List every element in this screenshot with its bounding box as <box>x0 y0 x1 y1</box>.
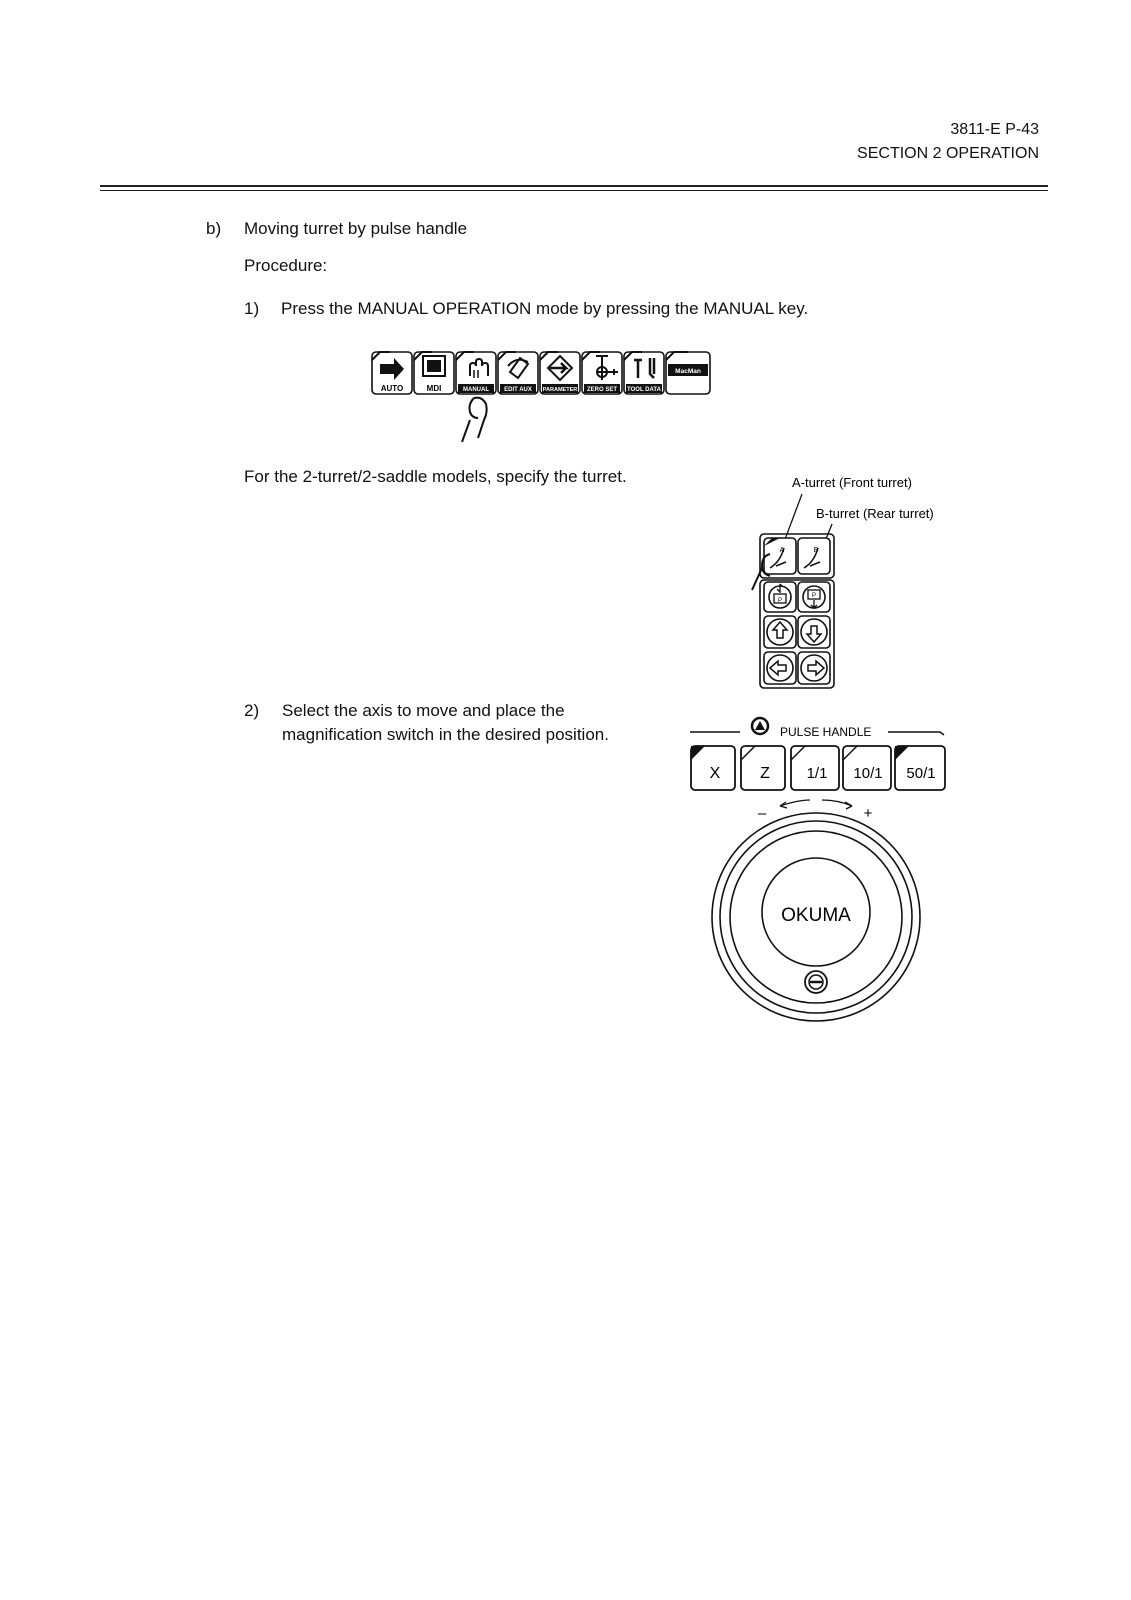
p-letter: P <box>811 593 817 599</box>
magnification-key-label: 50/1 <box>906 765 936 782</box>
mode-key-label: ZERO SET <box>586 387 618 393</box>
b-turret-label: B-turret (Rear turret) <box>816 506 934 521</box>
mode-key-mdi[interactable] <box>414 352 454 394</box>
mode-key-zero-set[interactable] <box>582 352 622 394</box>
turret-note: For the 2-turret/2-saddle models, specify the turret. <box>244 467 627 486</box>
header-rule <box>100 185 1048 187</box>
a-turret-key[interactable] <box>764 538 796 574</box>
magnification-key-50-1[interactable] <box>895 746 945 790</box>
p-down-key[interactable] <box>798 582 830 612</box>
mode-key-parameter[interactable] <box>540 352 580 394</box>
step-2-marker: 2) <box>244 701 260 720</box>
mode-key-label: MacMan <box>675 368 701 375</box>
pulse-handle-panel <box>688 712 958 1032</box>
header-rule-thin <box>100 190 1048 191</box>
p-up-key[interactable] <box>764 582 796 612</box>
step-b-title: Moving turret by pulse handle <box>244 219 468 238</box>
brand-label: OKUMA <box>781 905 851 926</box>
pulse-handle-icon <box>752 718 768 734</box>
magnification-key-label: 1/1 <box>806 765 828 782</box>
step-2-line1: Select the axis to move and place the <box>282 701 565 720</box>
axis-key-label: X <box>709 765 721 782</box>
page-code: 3811-E P-43 <box>950 121 1039 138</box>
pulse-handwheel[interactable] <box>712 813 920 1021</box>
cursor-down-key[interactable] <box>798 616 830 648</box>
step-b-marker: b) <box>206 219 222 238</box>
axis-key-label: Z <box>760 765 770 782</box>
mode-key-manual[interactable] <box>456 352 496 394</box>
plus-sign: + <box>863 805 873 822</box>
cursor-left-key[interactable] <box>764 652 796 684</box>
b-turret-key[interactable] <box>798 538 830 574</box>
mode-key-edit-aux[interactable] <box>498 352 538 394</box>
mdi-screen-icon <box>423 356 445 376</box>
minus-sign: – <box>757 805 767 822</box>
cursor-right-key[interactable] <box>798 652 830 684</box>
magnification-key-label: 10/1 <box>853 765 883 782</box>
procedure-label: Procedure: <box>244 256 328 275</box>
mode-key-macman[interactable] <box>666 352 710 394</box>
magnification-key-10-1[interactable] <box>843 746 891 790</box>
a-letter: A <box>779 547 785 554</box>
turret-keypad <box>720 470 980 695</box>
cursor-up-key[interactable] <box>764 616 796 648</box>
axis-key-z[interactable] <box>741 746 785 790</box>
pulse-handle-label: PULSE HANDLE <box>780 725 872 739</box>
mode-key-label: AUTO <box>380 384 404 393</box>
mode-key-label: PARAMETER <box>542 387 578 393</box>
finger-pointer-icon <box>462 398 487 442</box>
axis-key-x[interactable] <box>691 746 735 790</box>
step-2-line2: magnification switch in the desired position. <box>282 725 609 744</box>
mode-key-label: MDI <box>426 384 442 393</box>
magnification-key-1-1[interactable] <box>791 746 839 790</box>
b-letter: B <box>813 547 819 554</box>
mode-key-auto[interactable] <box>372 352 412 394</box>
section-title: SECTION 2 OPERATION <box>857 145 1039 162</box>
mode-key-tool-data[interactable] <box>624 352 664 394</box>
step-1-text: Press the MANUAL OPERATION mode by pressing the MANUAL key. <box>281 299 809 318</box>
step-1-marker: 1) <box>244 299 260 318</box>
p-letter: P <box>777 598 783 604</box>
mode-key-label: TOOL DATA <box>627 387 661 393</box>
handwheel-knob-icon <box>805 971 827 993</box>
mode-key-label: MANUAL <box>463 387 489 393</box>
a-turret-label: A-turret (Front turret) <box>792 475 912 490</box>
mode-key-strip <box>370 346 720 446</box>
mode-key-label: EDIT AUX <box>504 387 532 393</box>
